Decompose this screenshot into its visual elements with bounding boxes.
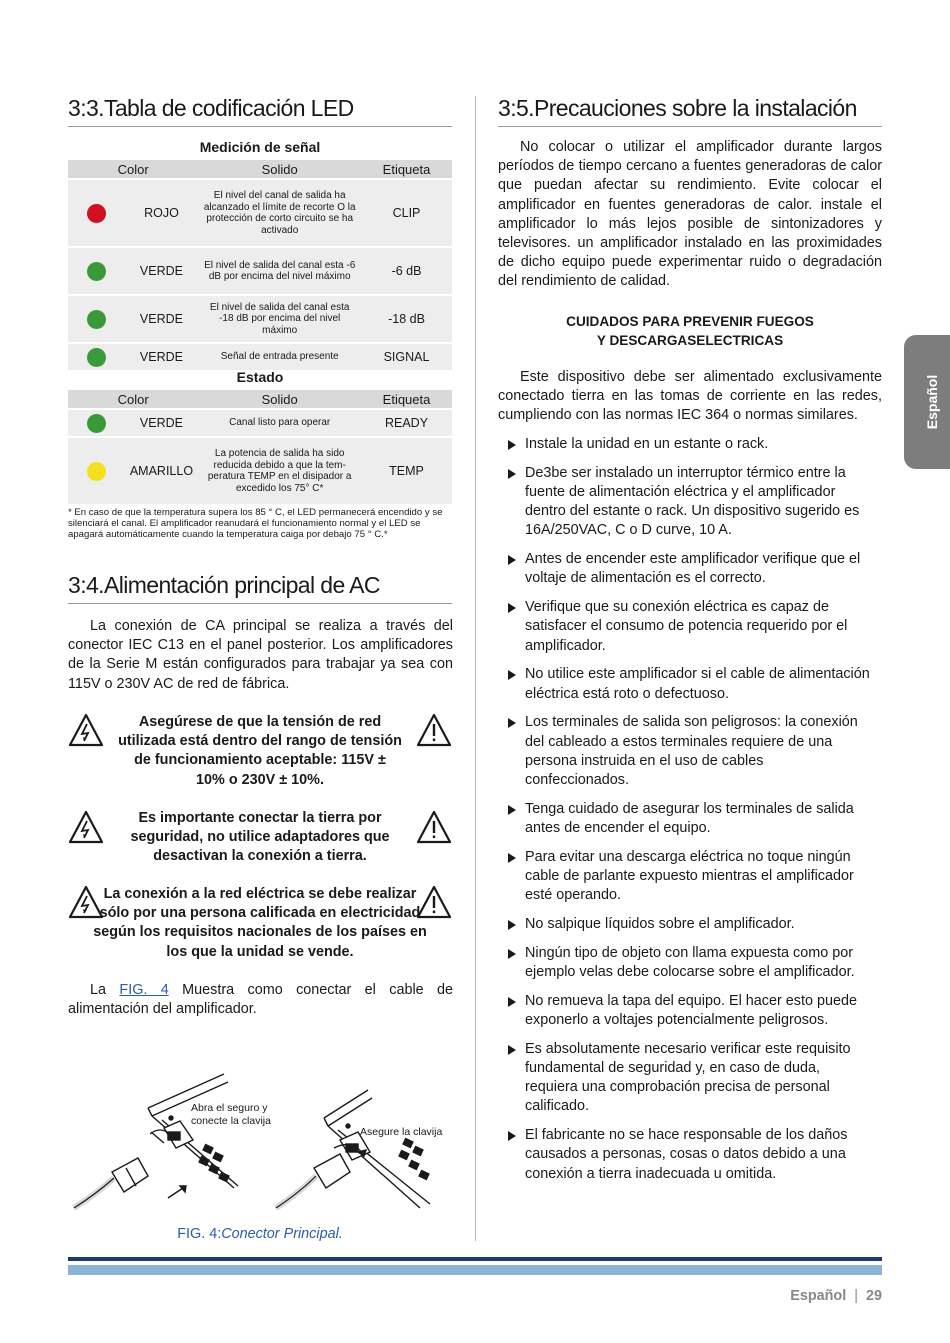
led-dot-cell <box>68 180 125 246</box>
led-label: TEMP <box>361 438 452 504</box>
list-item <box>498 800 870 838</box>
figure-label-secure: Asegure la clavija <box>360 1126 443 1138</box>
figure-label-open: Abra el seguro y conecte la clavija <box>191 1102 271 1127</box>
led-label: CLIP <box>361 180 452 246</box>
bullet-arrow-icon <box>508 1131 516 1141</box>
led-label: SIGNAL <box>361 344 452 370</box>
warning-qualified-text: La conexión a la red eléctrica se debe realizar sólo por una persona calificada en electricidad según los requisitos nacionales de los países en los que la unidad se vende. <box>93 886 427 960</box>
table-row <box>68 296 452 342</box>
header-color: Color <box>68 160 198 178</box>
medicion-table-caption: Medición de señal <box>199 139 321 155</box>
list-item <box>498 848 870 906</box>
cuidados-heading-line2: Y DESCARGASELECTRICAS <box>596 333 784 348</box>
list-item-text: Es absolutamente necesario verificar este requisito fundamental de seguridad y, en caso de duda, requiera una comprobación precisa de personal calificado. <box>525 1040 851 1115</box>
led-indicator-icon <box>87 348 106 367</box>
figure-caption-number: FIG. 4: <box>177 1226 222 1242</box>
bullet-arrow-icon <box>508 805 516 815</box>
table-row <box>68 344 452 370</box>
table-header-row <box>68 160 452 178</box>
led-dot-cell <box>68 410 125 436</box>
medicion-table <box>68 158 452 372</box>
list-item <box>498 713 870 790</box>
led-description: Canal listo para operar <box>198 410 361 436</box>
list-item-text: De3be ser instalado un interruptor térmico entre la fuente de alimentación eléctrica y el amplificador dentro del estante o rack. Un dispositivo sugerido es 16A/250VAC, C o D curve, 10 A. <box>525 464 860 539</box>
list-item-text: Los terminales de salida son peligrosos: la conexión del cableado a estos terminales requiere de una persona instruida en el uso de cables confeccionados. <box>525 714 858 789</box>
fig-reference-paragraph <box>68 981 453 1019</box>
header-solido: Solido <box>198 390 361 408</box>
bullet-arrow-icon <box>508 555 516 565</box>
bullet-arrow-icon <box>508 920 516 930</box>
panel-left-drawing <box>74 1074 238 1208</box>
bullet-arrow-icon <box>508 440 516 450</box>
footer-rule-dark <box>68 1257 882 1261</box>
led-color-name: VERDE <box>125 248 199 294</box>
list-item-text: Instale la unidad en un estante o rack. <box>525 436 769 452</box>
bullet-arrow-icon <box>508 603 516 613</box>
list-item <box>498 435 870 454</box>
warning-voltage-text: Asegúrese de que la tensión de red utilizada está dentro del rango de tensión de funcionamiento aceptable: 115V ± 10% o 230V ± 10%. <box>118 714 402 788</box>
table-row <box>68 248 452 294</box>
section-3-3-title: 3:3.Tabla de codificación LED <box>68 95 452 127</box>
bullet-arrow-icon <box>508 1045 516 1055</box>
led-color-name: ROJO <box>125 180 199 246</box>
list-item-text: El fabricante no se hace responsable de los daños causados a personas, cosas o datos debido a una conexión a tierra inadecuada u omitida. <box>525 1127 848 1182</box>
table-row <box>68 438 452 504</box>
figure-caption-text: Conector Principal. <box>221 1226 343 1242</box>
header-etiqueta: Etiqueta <box>361 390 452 408</box>
cuidados-paragraph: Este dispositivo debe ser alimentado exclusivamente conectado tierra en las tomas de corriente en las redes, cumpliendo con las normas IEC 364 o normas similares. <box>498 369 882 424</box>
list-item-text: Para evitar una descarga eléctrica no toque ningún cable de parlante expuesto mientras el amplificador esté operando. <box>525 848 854 904</box>
bullet-arrow-icon <box>508 997 516 1007</box>
cuidados-heading <box>498 312 882 350</box>
installation-paragraph: No colocar o utilizar el amplificador durante largos períodos de tiempo cercano a fuentes generadoras de calor que puedan afectar su rendimiento. Evite colocar el amplificador en fuentes generadoras de calor. instale el amplificador lo más lejos posible de sintonizadores y televisores. un amplificador instalado en las proximidades de dicho equipo puede experimentar ruido o degradación del rendimiento de calidad. <box>498 139 882 290</box>
list-item <box>498 915 870 934</box>
section-3-4-title: 3:4.Alimentación principal de AC <box>68 572 452 604</box>
led-color-name: VERDE <box>125 296 199 342</box>
led-description: Señal de entrada presente <box>198 344 361 370</box>
list-item-text: Antes de encender este amplificador verifique que el voltaje de alimentación es el correcto. <box>525 551 861 587</box>
led-description: El nivel de salida del canal esta -6 dB por encima del nivel máximo <box>198 248 361 294</box>
led-indicator-icon <box>87 262 106 281</box>
bullet-arrow-icon <box>508 718 516 728</box>
led-indicator-icon <box>87 204 106 223</box>
bullet-arrow-icon <box>508 853 516 863</box>
led-dot-cell <box>68 344 125 370</box>
page-footer <box>790 1288 882 1304</box>
led-indicator-icon <box>87 310 106 329</box>
list-item-text: Verifique que su conexión eléctrica es capaz de satisfacer el consumo de potencia requerido por el amplificador. <box>525 599 848 654</box>
list-item-text: Ningún tipo de objeto con llama expuesta como por ejemplo velas debe colocarse sobre el amplificador. <box>525 944 855 981</box>
led-label: -18 dB <box>361 296 452 342</box>
list-item-text: Tenga cuidado de asegurar los terminales de salida antes de encender el equipo. <box>525 800 854 837</box>
fig-ref-pre: La <box>90 982 107 998</box>
led-indicator-icon <box>87 414 106 433</box>
ac-intro-paragraph: La conexión de CA principal se realiza a través del conector IEC C13 en el panel posterior. Los amplificadores de la Serie M están configurados para trabajar ya sea con 115V o 230V AC de red de fábrica. <box>68 618 453 692</box>
led-color-name: VERDE <box>125 410 199 436</box>
page-number: 29 <box>865 1288 882 1304</box>
estado-table-caption: Estado <box>236 369 284 385</box>
header-solido: Solido <box>198 160 361 178</box>
led-label: READY <box>361 410 452 436</box>
safety-bullet-list <box>498 435 870 1193</box>
list-item <box>498 1126 870 1184</box>
electric-hazard-icon <box>68 713 104 747</box>
footer-language: Español <box>790 1288 847 1304</box>
fig-4-link[interactable]: FIG. 4 <box>119 982 169 998</box>
led-color-name: AMARILLO <box>125 438 199 504</box>
warning-ground-text: Es importante conectar la tierra por seguridad, no utilice adaptadores que desactivan la conexión a tierra. <box>130 810 390 865</box>
section-3-5-title: 3:5.Precauciones sobre la instalación <box>498 95 882 127</box>
led-label: -6 dB <box>361 248 452 294</box>
led-dot-cell <box>68 296 125 342</box>
figure-caption <box>68 1226 452 1242</box>
list-item <box>498 992 870 1030</box>
led-description: La potencia de salida ha sido reducida debido a que la tem-peratura TEMP en el disipador a excedido los 75° C* <box>198 438 361 504</box>
list-item <box>498 944 870 982</box>
list-item-text: No remueva la tapa del equipo. El hacer esto puede exponerlo a voltajes potencialmente peligrosos. <box>525 992 858 1029</box>
bullet-arrow-icon <box>508 949 516 959</box>
caution-icon <box>416 810 452 844</box>
list-item-text: No salpique líquidos sobre el amplificador. <box>525 916 795 933</box>
led-dot-cell <box>68 248 125 294</box>
cuidados-heading-line1: CUIDADOS PARA PREVENIR FUEGOS <box>566 314 814 329</box>
caution-icon <box>416 713 452 747</box>
table-row <box>68 410 452 436</box>
column-divider <box>475 96 476 1241</box>
table-row <box>68 180 452 246</box>
table-header-row <box>68 390 452 408</box>
list-item <box>498 464 870 541</box>
led-color-name: VERDE <box>125 344 199 370</box>
list-item <box>498 598 870 656</box>
panel-right-drawing <box>276 1090 430 1208</box>
language-side-tab-label: Español <box>924 374 940 430</box>
led-dot-cell <box>68 438 125 504</box>
temperature-note: * En caso de que la temperatura supera los 85 ° C, el LED permanecerá encendido y se silenciará el canal. El amplificador reanudará el funcionamiento normal y el LED se apagará automáticamente cuando la temperatura caiga por debajo 75 ° C.* <box>68 507 443 540</box>
led-description: El nivel de salida del canal esta -18 dB por encima del nivel máximo <box>198 296 361 342</box>
footer-separator: | <box>854 1288 858 1304</box>
list-item <box>498 1040 870 1117</box>
led-description: El nivel del canal de salida ha alcanzado el límite de recorte O la protección de corto circuito se ha activado <box>198 180 361 246</box>
list-item <box>498 550 870 588</box>
fig-ref-post: Muestra como conectar el cable de alimentación del amplificador. <box>68 982 454 1018</box>
caution-icon <box>416 885 452 919</box>
ac-connector-figure <box>68 1068 452 1218</box>
bullet-arrow-icon <box>508 670 516 680</box>
header-etiqueta: Etiqueta <box>361 160 452 178</box>
language-side-tab[interactable] <box>904 335 950 469</box>
list-item <box>498 665 870 703</box>
footer-rule-light <box>68 1265 882 1275</box>
list-item-text: No utilice este amplificador si el cable de alimentación eléctrica está roto o defectuoso. <box>525 666 870 702</box>
electric-hazard-icon <box>68 810 104 844</box>
estado-table <box>68 388 452 506</box>
bullet-arrow-icon <box>508 469 516 479</box>
led-indicator-icon <box>87 462 106 481</box>
header-color: Color <box>68 390 198 408</box>
